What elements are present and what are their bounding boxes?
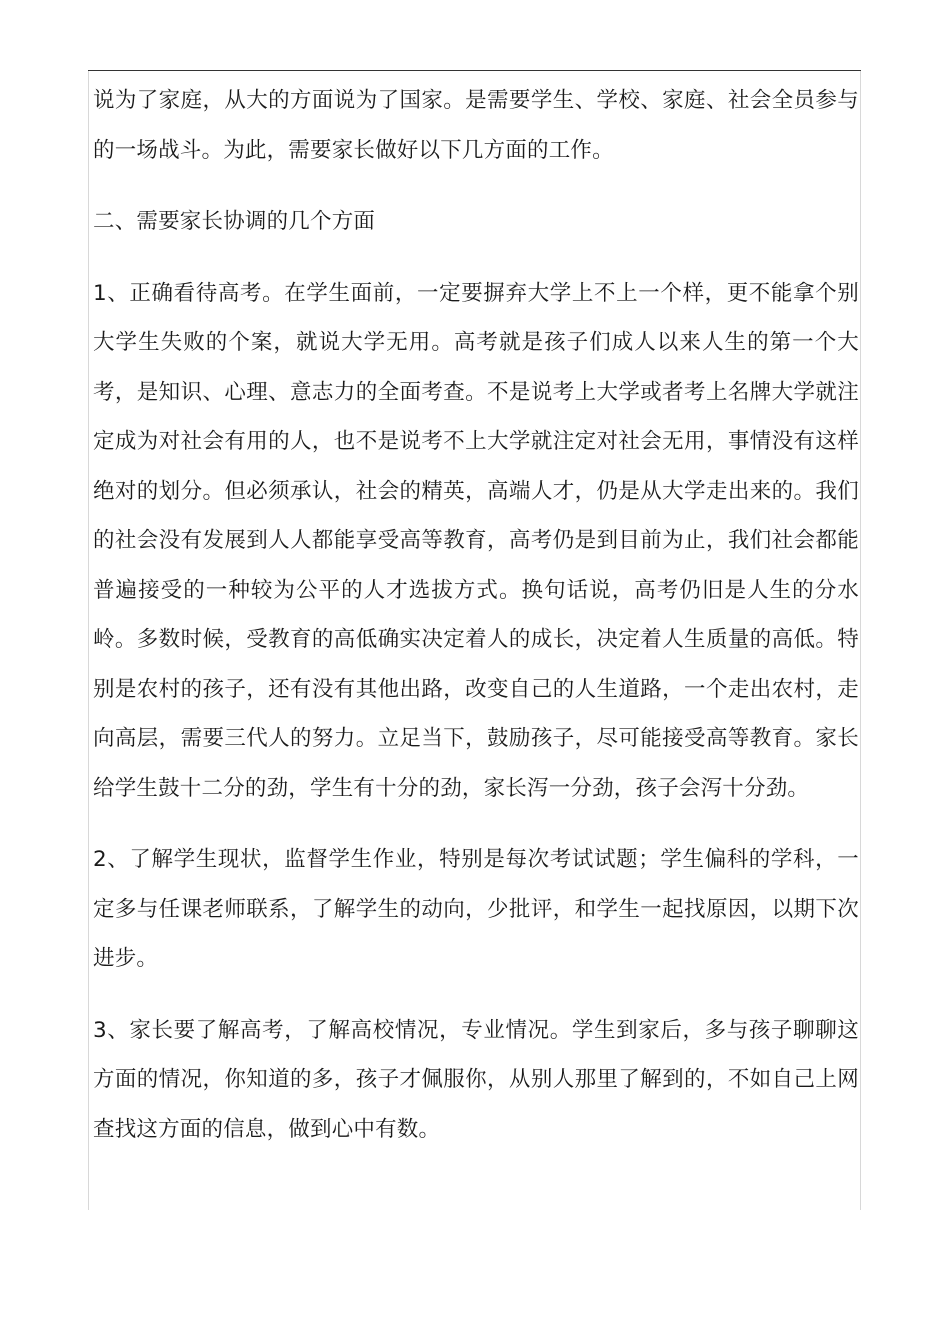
paragraph-point-2: 2、了解学生现状，监督学生作业，特别是每次考试试题；学生偏科的学科，一定多与任课老师联系，了解学生的动向，少批评，和学生一起找原因，以期下次进步。 <box>93 847 859 971</box>
paragraph-point-3: 3、家长要了解高考，了解高校情况，专业情况。学生到家后，多与孩子聊聊这方面的情况，你知道的多，孩子才佩服你，从别人那里了解到的，不如自己上网查找这方面的信息，做到心中有数。 <box>93 1017 859 1142</box>
section-heading: 二、需要家长协调的几个方面 <box>93 209 376 234</box>
paragraph-intro-continuation: 说为了家庭，从大的方面说为了国家。是需要学生、学校、家庭、社会全员参与的一场战斗。为此，需要家长做好以下几方面的工作。 <box>93 88 859 163</box>
document-body <box>93 76 859 1154</box>
paragraph-point-1: 1、正确看待高考。在学生面前，一定要摒弃大学上不上一个样，更不能拿个别大学生失败的个案，就说大学无用。高考就是孩子们成人以来人生的第一个大考，是知识、心理、意志力的全面考查。不是说考上大学或者考上名牌大学就注定成为对社会有用的人，也不是说考不上大学就注定对社会无用，事情没有这样绝对的划分。但必须承认，社会的精英，高端人才，仍是从大学走出来的。我们的社会没有发展到人人都能享受高等教育，高考仍是到目前为止，我们社会都能普遍接受的一种较为公平的人才选拔方式。换句话说，高考仍旧是人生的分水岭。多数时候，受教育的高低确实决定着人的成长，决定着人生质量的高低。特别是农村的孩子，还有没有其他出路，改变自己的人生道路，一个走出农村，走向高层，需要三代人的努力。立足当下，鼓励孩子，尽可能接受高等教育。家长给学生鼓十二分的劲，学生有十分的劲，家长泻一分劲，孩子会泻十分劲。 <box>93 280 859 801</box>
header-rule <box>88 70 861 71</box>
